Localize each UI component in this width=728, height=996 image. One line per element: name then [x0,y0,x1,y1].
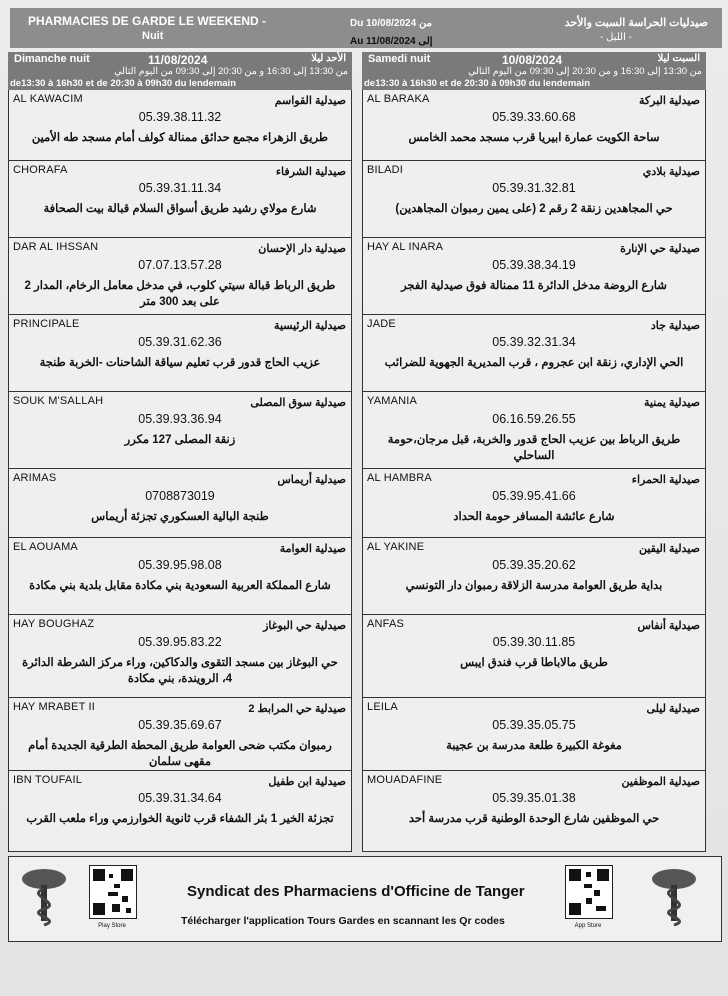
pharmacy-name: AL HAMBRA [367,472,432,484]
pharmacy-name-ar: صيدلية القواسم [274,95,346,107]
pharmacy-address: طريق الزهراء مجمع حدائق ممنالة كولف أمام مسجد طه الأمين [31,132,329,144]
hours-ar: من 13:30 إلى 16:30 و من 20:30 إلى 09:30 من اليوم التالي [114,66,348,77]
pharmacy-entry [8,161,352,238]
pharmacy-address: شارع عائشة المسافر حومة الحداد [453,511,615,523]
pharmacy-entry [8,771,352,852]
pharmacy-phone: 05.39.35.05.75 [492,718,576,732]
pharmacy-phone: 05.39.33.60.68 [492,110,576,124]
pharmacy-entry [362,538,706,615]
pharmacy-name-ar: صيدلية دار الإحسان [258,243,346,255]
pharmacy-name: IBN TOUFAIL [13,774,83,786]
pharmacy-phone: 05.39.30.11.85 [492,635,576,649]
pharmacy-name: BILADI [367,164,404,176]
pharmacy-name-ar: صيدلية البركة [639,95,700,107]
hours-fr: de13:30 à 16h30 et de 20:30 à 09h30 du lendemain [10,78,237,89]
pharmacy-entry [8,698,352,771]
pharmacy-address: عزيب الحاج قدور قرب تعليم سياقة الشاحنات -الخربة طنجة [39,357,321,369]
pharmacy-name-ar: صيدلية حي الإنارة [620,243,700,255]
pharmacy-phone: 07.07.13.57.28 [138,258,222,272]
pharmacy-name-ar: صيدلية أريماس [277,474,346,486]
pharmacy-phone: 0708873019 [145,489,215,503]
pharmacy-name-ar: صيدلية بلادي [642,166,700,178]
pharmacy-address: بداية طريق العوامة مدرسة الزلاقة رمبوان دار التونسي [405,580,663,592]
header-title-fr: PHARMACIES DE GARDE LE WEEKEND - [28,14,267,28]
pharmacy-name: LEILA [367,701,398,713]
pharmacy-address: طريق مالاباطا قرب فندق ايبس [460,657,608,669]
footer-title: Syndicat des Pharmaciens d'Officine de Tanger [187,883,525,900]
pharmacy-name: DAR AL IHSSAN [13,241,99,253]
pharmacy-name-ar: صيدلية يمنية [643,397,700,409]
pharmacy-entry [362,238,706,315]
play-store-label: Play Store [98,923,126,929]
pharmacy-entry [362,698,706,771]
footer-subtitle: Télécharger l'application Tours Gardes en scannant les Qr codes [181,915,505,927]
column-header [8,52,352,90]
pharmacy-name-ar: صيدلية اليقين [638,543,700,555]
app-store-label: App Store [574,923,602,929]
pharmacy-phone: 05.39.93.36.94 [138,412,222,426]
pharmacy-name: AL BARAKA [367,93,430,105]
pharmacy-phone: 05.39.38.34.19 [492,258,576,272]
pharmacy-address: طريق الرباط بين عزيب الحاج قدور والخربة، قبل مرجان،حومة الساحلي [387,434,681,462]
pharmacy-address: شارع مولاي رشيد طريق أسواق السلام قبالة بيت الصحافة [43,203,317,215]
header-subtitle-ar: - الليل - [600,32,632,43]
pharmacy-entry [8,315,352,392]
pharmacy-name-ar: صيدلية ليلى [646,703,700,715]
pharmacy-name: HAY MRABET II [13,701,96,713]
pharmacy-entry [8,538,352,615]
pharmacy-name-ar: صيدلية سوق المصلى [250,397,346,409]
pharmacy-entry [8,90,352,161]
footer-banner [8,856,722,942]
pharmacy-address: رمبوان مكتب ضحى العوامة طريق المحطة الطرقية الجديدة أمام مقهى سلمان [28,740,332,768]
pharmacy-name: EL AOUAMA [13,541,78,553]
app-store-qr-icon[interactable] [565,865,613,919]
pharmacy-address: زنقة المصلى 127 مكرر [124,434,236,446]
pharmacy-address: شارع المملكة العربية السعودية بني مكادة مقابل بلدية بني مكادة [29,580,331,592]
pharmacy-address: طنجة البالية العسكوري تجزئة أريماس [91,511,269,523]
pharmacy-name: HAY BOUGHAZ [13,618,95,630]
pharmacy-name: SOUK M'SALLAH [13,395,104,407]
pharmacy-address: حي المجاهدين زنقة 2 رقم 2 (على يمين رمبوان المجاهدين) [395,203,673,215]
pharmacy-phone: 05.39.31.34.64 [138,791,222,805]
pharmacy-name-ar: صيدلية حي المرابط 2 [248,703,346,715]
pharmacy-phone: 05.39.95.41.66 [492,489,576,503]
pharmacy-phone: 05.39.31.62.36 [138,335,222,349]
column-header [362,52,706,90]
pharmacy-name: CHORAFA [13,164,68,176]
pharmacy-phone: 05.39.35.20.62 [492,558,576,572]
pharmacy-entry [362,392,706,469]
pharmacy-name-ar: صيدلية حي البوغاز [263,620,346,632]
day-date: 11/08/2024 [148,53,208,67]
pharmacy-phone: 05.39.38.11.32 [138,110,222,124]
pharmacy-name: PRINCIPALE [13,318,80,330]
pharmacy-name-ar: صيدلية ابن طفيل [268,776,346,788]
pharmacy-phone: 05.39.35.01.38 [492,791,576,805]
pharmacy-address: شارع الروضة مدخل الدائرة 11 ممنالة فوق صيدلية الفجر [401,280,667,292]
header-subtitle-fr: Nuit [142,30,164,42]
pharmacy-address: الحي الإداري، زنقة ابن عجروم ، قرب المديرية الجهوية للضرائب [384,357,684,369]
pharmacy-name-ar: صيدلية الرئيسية [274,320,346,332]
pharmacy-address: حي البوغاز بين مسجد التقوى والدكاكين، وراء مركز الشرطة الدائرة 4، الرويندة، بني مكادة [22,657,338,685]
pharmacy-entry [8,469,352,538]
pharmacy-name-ar: صيدلية العوامة [279,543,346,555]
day-label-ar: السبت ليلا [657,53,700,64]
pharmacy-name: AL KAWACIM [13,93,83,105]
pharmacy-entry [362,771,706,852]
day-label-fr: Samedi nuit [368,53,431,65]
pharmacy-phone: 05.39.35.69.67 [138,718,222,732]
pharmacy-address: تجزئة الخير 1 بئر الشفاء قرب ثانوية الخوارزمي وراء ملعب القرب [26,813,334,825]
sunday-night-column [8,52,352,852]
pharmacy-name: JADE [367,318,396,330]
pharmacy-phone: 06.16.59.26.55 [492,412,576,426]
syndicate-logo-icon [15,865,73,929]
pharmacy-phone: 05.39.31.11.34 [138,181,222,195]
pharmacy-phone: 05.39.95.83.22 [138,635,222,649]
syndicate-logo-icon [645,865,703,929]
hours-ar: من 13:30 إلى 16:30 و من 20:30 إلى 09:30 من اليوم التالي [468,66,702,77]
day-label-fr: Dimanche nuit [14,53,90,65]
pharmacy-name-ar: صيدلية الشرفاء [275,166,346,178]
day-date: 10/08/2024 [502,53,563,67]
play-store-qr-icon[interactable] [89,865,137,919]
pharmacy-name: MOUADAFINE [367,774,443,786]
header-date-from: Du 10/08/2024 من [350,18,432,29]
pharmacy-name-ar: صيدلية الموظفين [621,776,700,788]
pharmacy-entry [362,315,706,392]
pharmacy-entry [8,615,352,698]
pharmacy-name: AL YAKINE [367,541,425,553]
hours-fr: de13:30 à 16h30 et de 20:30 à 09h30 du lendemain [364,78,591,89]
pharmacy-entry [362,161,706,238]
pharmacy-name-ar: صيدلية جاد [650,320,700,332]
pharmacy-phone: 05.39.95.98.08 [138,558,222,572]
pharmacy-name: HAY AL INARA [367,241,444,253]
pharmacy-entry [362,469,706,538]
pharmacy-name-ar: صيدلية أنفاس [637,620,700,632]
pharmacy-phone: 05.39.31.32.81 [492,181,576,195]
pharmacy-entry [8,392,352,469]
header-title-ar: صيدليات الحراسة السبت والأحد [564,17,708,29]
pharmacy-address: طريق الرباط قبالة سيتي كلوب، في مدخل معامل الرخام، المدار 2 على بعد 300 متر [24,280,336,308]
day-label-ar: الأحد ليلا [311,53,346,64]
saturday-night-column [362,52,706,852]
pharmacy-phone: 05.39.32.31.34 [492,335,576,349]
pharmacy-name: ANFAS [367,618,405,630]
header-date-to: Au 11/08/2024 إلى [350,36,433,47]
pharmacy-address: مغوغة الكبيرة طلعة مدرسة بن عجيبة [446,740,622,752]
pharmacy-name-ar: صيدلية الحمراء [631,474,700,486]
pharmacy-name: YAMANIA [367,395,418,407]
pharmacy-name: ARIMAS [13,472,57,484]
pharmacy-entry [362,615,706,698]
pharmacy-entry [362,90,706,161]
pharmacy-entry [8,238,352,315]
pharmacy-address: حي الموظفين شارع الوحدة الوطنية قرب مدرسة أحد [408,813,660,825]
pharmacy-address: ساحة الكويت عمارة ابيريا قرب مسجد محمد الخامس [408,132,660,144]
